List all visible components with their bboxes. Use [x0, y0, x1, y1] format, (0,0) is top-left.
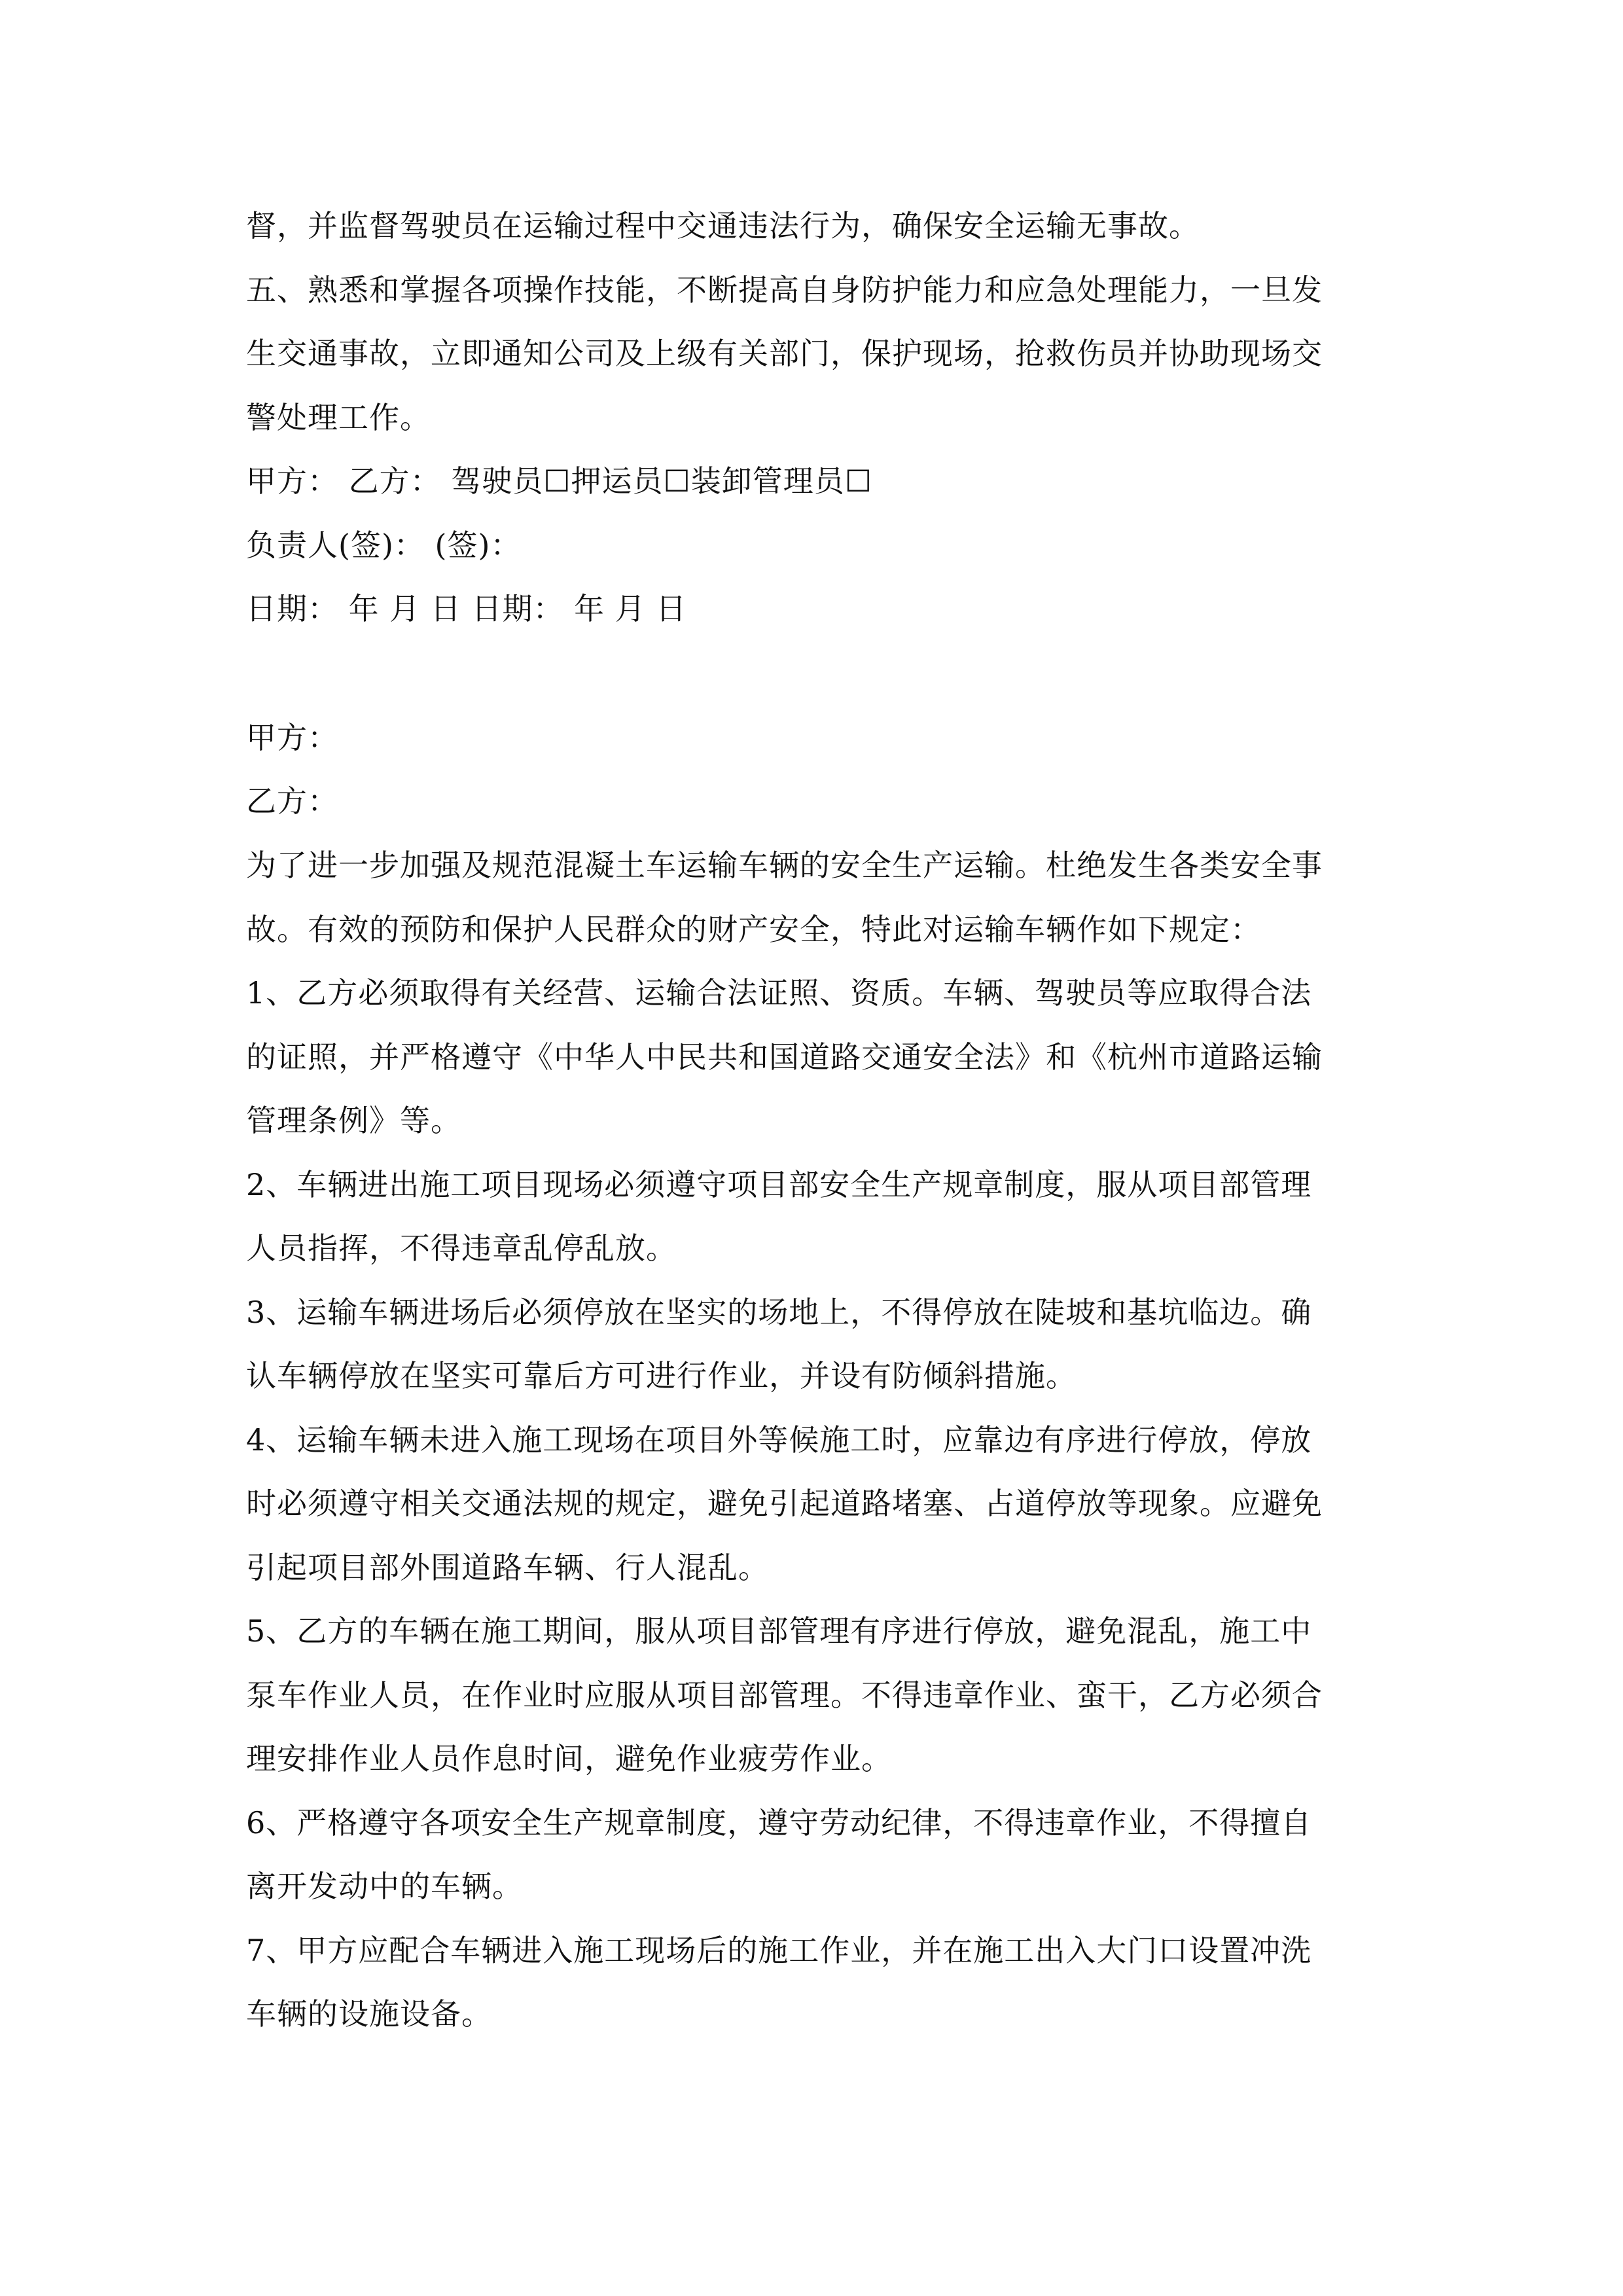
text-line: 5、乙方的车辆在施工期间，服从项目部管理有序进行停放，避免混乱，施工中 — [246, 1613, 1312, 1649]
text-line: 甲方： 乙方： 驾驶员☐押运员☐装卸管理员☐ — [246, 463, 872, 499]
text-line: 认车辆停放在坚实可靠后方可进行作业，并设有防倾斜措施。 — [246, 1358, 1077, 1393]
text-line: 2、车辆进出施工项目现场必须遵守项目部安全生产规章制度，服从项目部管理 — [246, 1167, 1312, 1202]
text-line: 时必须遵守相关交通法规的规定，避免引起道路堵塞、占道停放等现象。应避免 — [246, 1486, 1323, 1521]
text-line: 泵车作业人员，在作业时应服从项目部管理。不得违章作业、蛮干，乙方必须合 — [246, 1677, 1323, 1713]
text-line: 督，并监督驾驶员在运输过程中交通违法行为，确保安全运输无事故。 — [246, 208, 1200, 243]
text-line: 7、甲方应配合车辆进入施工现场后的施工作业，并在施工出入大门口设置冲洗 — [246, 1933, 1312, 1968]
text-line: 离开发动中的车辆。 — [246, 1869, 523, 1904]
text-line: 甲方： — [246, 720, 338, 755]
text-line: 车辆的设施设备。 — [246, 1996, 492, 2032]
text-line: 生交通事故，立即通知公司及上级有关部门，保护现场，抢救伤员并协助现场交 — [246, 336, 1323, 371]
text-line: 3、运输车辆进场后必须停放在坚实的场地上，不得停放在陡坡和基坑临边。确 — [246, 1295, 1312, 1330]
text-line: 警处理工作。 — [246, 400, 431, 435]
text-line: 乙方： — [246, 783, 338, 819]
text-line: 为了进一步加强及规范混凝土车运输车辆的安全生产运输。杜绝发生各类安全事 — [246, 848, 1323, 883]
text-line: 6、严格遵守各项安全生产规章制度，遵守劳动纪律，不得违章作业，不得擅自 — [246, 1805, 1312, 1840]
text-line: 负责人(签)： (签)： — [246, 528, 522, 563]
text-line: 日期： 年 月 日 日期： 年 月 日 — [246, 591, 687, 626]
text-line: 的证照，并严格遵守《中华人中民共和国道路交通安全法》和《杭州市道路运输 — [246, 1039, 1323, 1075]
text-line: 管理条例》等。 — [246, 1103, 461, 1138]
text-line: 4、运输车辆未进入施工现场在项目外等候施工时，应靠边有序进行停放，停放 — [246, 1422, 1312, 1458]
text-line: 五、熟悉和掌握各项操作技能，不断提高自身防护能力和应急处理能力，一旦发 — [246, 272, 1323, 308]
text-line: 人员指挥，不得违章乱停乱放。 — [246, 1230, 677, 1266]
text-line: 故。有效的预防和保护人民群众的财产安全，特此对运输车辆作如下规定： — [246, 912, 1261, 947]
text-line: 1、乙方必须取得有关经营、运输合法证照、资质。车辆、驾驶员等应取得合法 — [246, 975, 1312, 1011]
text-line: 理安排作业人员作息时间，避免作业疲劳作业。 — [246, 1741, 892, 1776]
text-line: 引起项目部外围道路车辆、行人混乱。 — [246, 1550, 769, 1585]
